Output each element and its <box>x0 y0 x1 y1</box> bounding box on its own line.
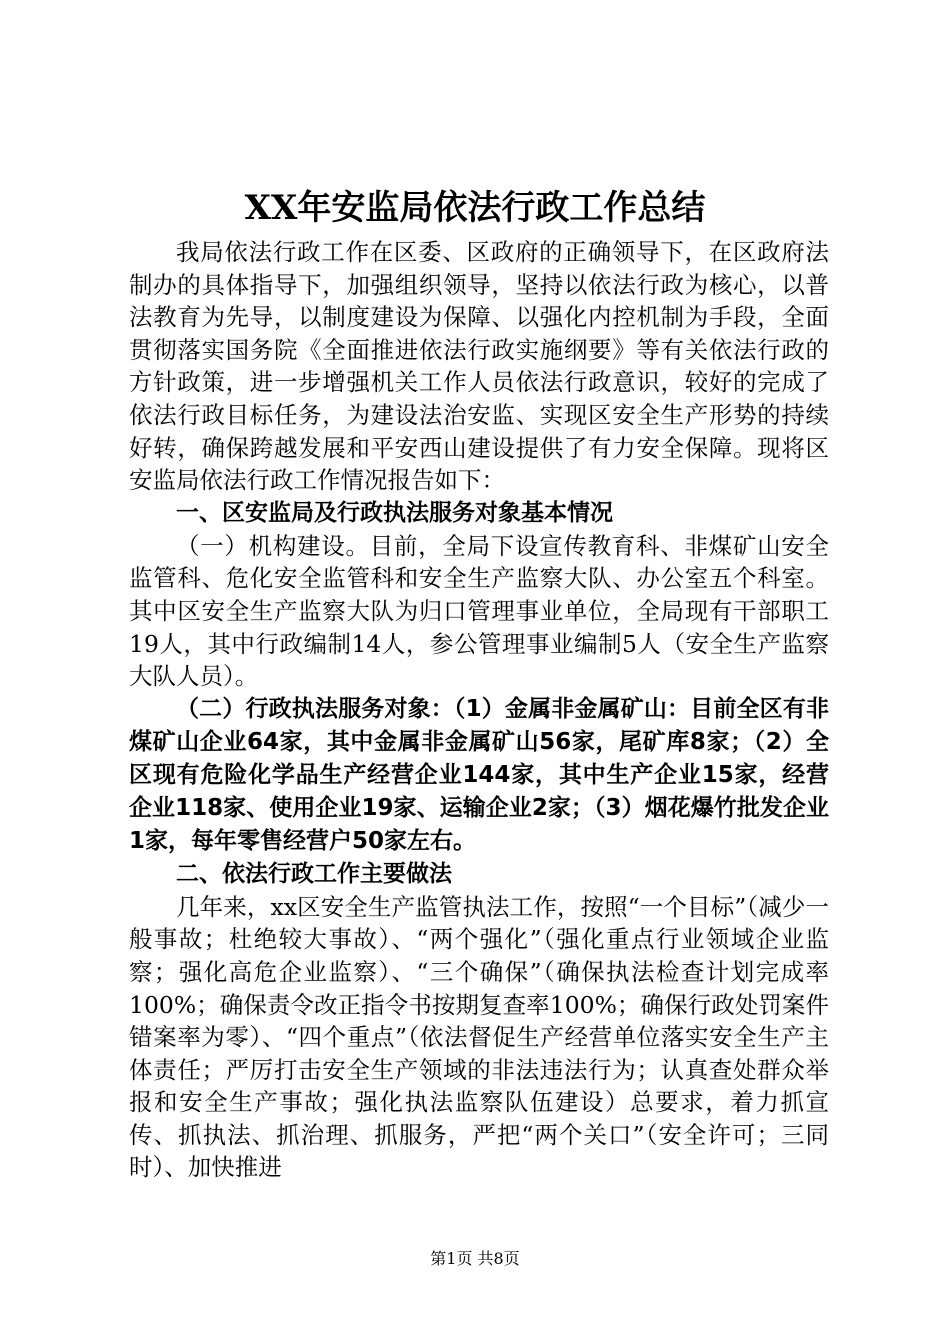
paragraph-service-targets: （二）行政执法服务对象：（1）金属非金属矿山：目前全区有非煤矿山企业64家，其中金属非金属矿山56家，尾矿库8家；（2）全区现有危险化学品生产经营企业144家，其中生产企业15家，经营企业118家、使用企业19家、运输企业2家；（3）烟花爆竹批发企业1家，每年零售经营户50家左右。 <box>129 695 829 854</box>
document-body <box>129 236 829 1184</box>
paragraph-organization: （一）机构建设。目前，全局下设宣传教育科、非煤矿山安全监管科、危化安全监管科和安全生产监察大队、办公室五个科室。其中区安全生产监察大队为归口管理事业单位，全局现有干部职工19人，其中行政编制14人，参公管理事业编制5人（安全生产监察大队人员）。 <box>129 531 829 691</box>
page-footer: 第1页 共8页 <box>430 1249 520 1268</box>
section-heading-2: 二、依法行政工作主要做法 <box>176 860 452 887</box>
paragraph-intro: 我局依法行政工作在区委、区政府的正确领导下，在区政府法制办的具体指导下，加强组织领导，坚持以依法行政为核心，以普法教育为先导，以制度建设为保障、以强化内控机制为手段，全面贯彻落实国务院《全面推进依法行政实施纲要》等有关依法行政的方针政策，进一步增强机关工作人员依法行政意识，较好的完成了依法行政目标任务，为建设法治安监、实现区安全生产形势的持续好转，确保跨越发展和平安西山建设提供了有力安全保障。现将区安监局依法行政工作情况报告如下： <box>129 238 829 495</box>
paragraph-practices: 几年来，xx区安全生产监管执法工作，按照“一个目标”（减少一般事故；杜绝较大事故）、“两个强化”（强化重点行业领域企业监察；强化高危企业监察）、“三个确保”（确保执法检查计划完成率100%；确保责令改正指令书按期复查率100%；确保行政处罚案件错案率为零）、“四个重点”（依法督促生产经营单位落实安全生产主体责任；严厉打击安全生产领域的非法违法行为；认真查处群众举报和安全生产事故；强化执法监察队伍建设）总要求，着力抓宣传、抓执法、抓治理、抓服务，严把“两个关口”（安全许可；三同时）、加快推进 <box>129 892 829 1182</box>
document-title: XX年安监局依法行政工作总结 <box>244 188 706 228</box>
section-heading-1: 一、区安监局及行政执法服务对象基本情况 <box>176 499 613 526</box>
